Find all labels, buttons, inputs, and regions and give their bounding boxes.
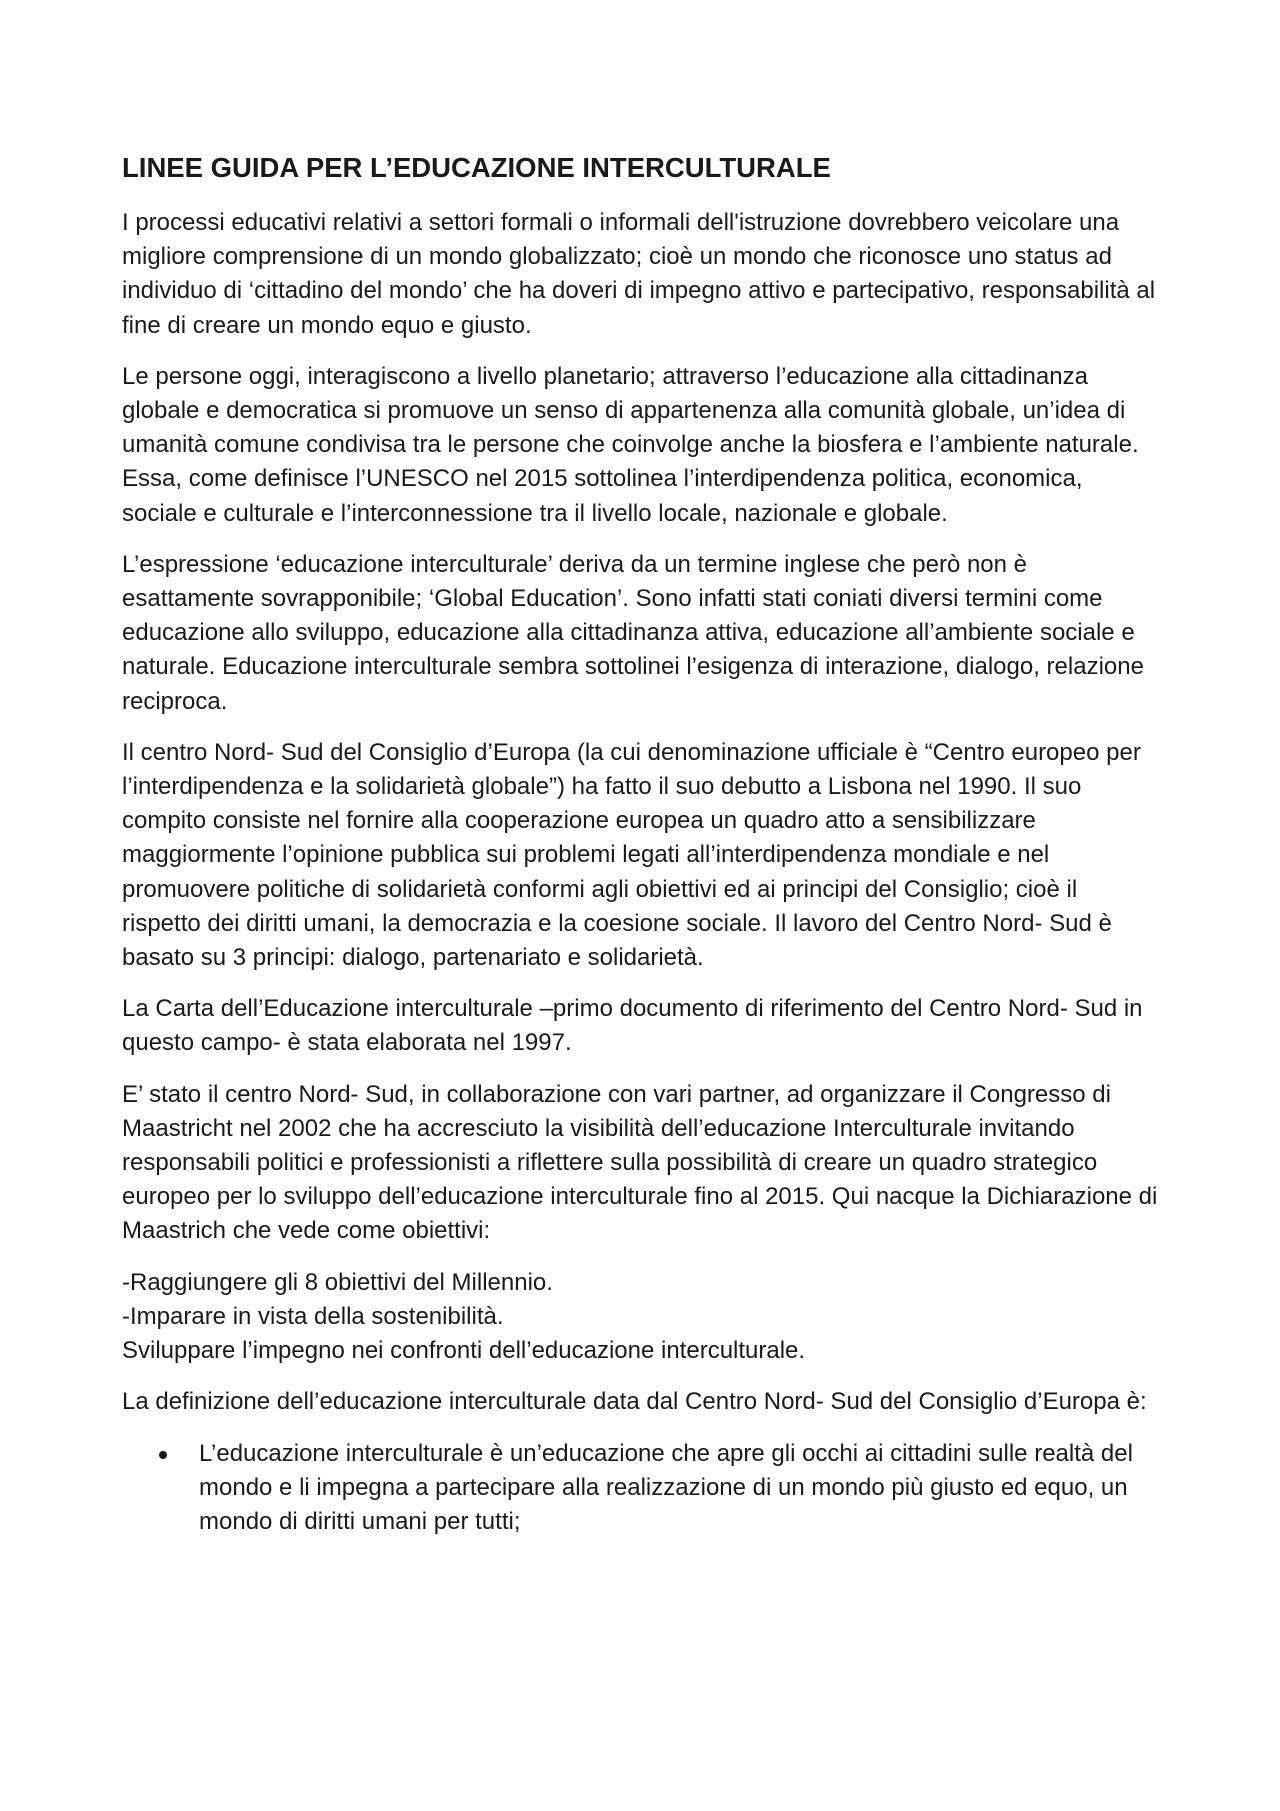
paragraph-global-citizenship: Le persone oggi, interagiscono a livello planetario; attraverso l’educazione alla cittadinanza globale e democratica si promuove un senso di appartenenza alla comunità globale, un’idea di umanità comune condivisa tra le persone che coinvolge anche la biosfera e l’ambiente naturale. Essa, come definisce l’UNESCO nel 2015 sottolinea l’interdipendenza politica, economica, sociale e culturale e l’interconnessione tra il livello locale, nazionale e globale. xyxy=(122,362,1139,527)
paragraph-maastricht-congress: E’ stato il centro Nord- Sud, in collaborazione con vari partner, ad organizzare il Congresso di Maastricht nel 2002 che ha accresciuto la visibilità dell’educazione Interculturale invitando responsabili politici e professionisti a riflettere sulla possibilità di creare un quadro strategico europeo per lo sviluppo dell’educazione interculturale fino al 2015. Qui nacque la Dichiarazione di Maastrich che vede come obiettivi: xyxy=(122,1080,1158,1245)
paragraph-intercultural-expression: L’espressione ‘educazione interculturale’ deriva da un termine inglese che però non è esattamente sovrapponibile; ‘Global Education’. Sono infatti stati coniati diversi termini come educazione allo sviluppo, educazione alla cittadinanza attiva, educazione all’ambiente sociale e naturale. Educazione interculturale sembra sottolinei l’esigenza di interazione, dialogo, relazione reciproca. xyxy=(122,550,1144,715)
paragraph-definition-intro: La definizione dell’educazione interculturale data dal Centro Nord- Sud del Consiglio d’Europa è: xyxy=(122,1388,1147,1416)
paragraph-charter-1997: La Carta dell’Educazione interculturale –primo documento di riferimento del Centro Nord- Sud in questo campo- è stata elaborata nel 1997. xyxy=(122,995,1143,1057)
objective-item: Sviluppare l’impegno nei confronti dell’educazione interculturale. xyxy=(122,1337,806,1365)
list-item xyxy=(199,1437,1162,1540)
objective-item: -Raggiungere gli 8 obiettivi del Millennio. xyxy=(122,1268,553,1296)
objectives-list xyxy=(122,1266,1162,1369)
document-page xyxy=(122,150,1162,1539)
paragraph-north-south-centre: Il centro Nord- Sud del Consiglio d’Europa (la cui denominazione ufficiale è “Centro europeo per l’interdipendenza e la solidarietà globale”) ha fatto il suo debutto a Lisbona nel 1990. Il suo compito consiste nel fornire alla cooperazione europea un quadro atto a sensibilizzare maggiormente l’opinione pubblica sui problemi legati all’interdipendenza mondiale e nel promuovere politiche di solidarietà conformi agli obiettivi ed ai principi del Consiglio; cioè il rispetto dei diritti umani, la democrazia e la coesione sociale. Il lavoro del Centro Nord- Sud è basato su 3 principi: dialogo, partenariato e solidarietà. xyxy=(122,738,1141,972)
definition-bullet-list xyxy=(122,1437,1162,1540)
document-title: LINEE GUIDA PER L’EDUCAZIONE INTERCULTURALE xyxy=(122,152,831,183)
objective-item: -Imparare in vista della sostenibilità. xyxy=(122,1302,504,1330)
paragraph-global-understanding: I processi educativi relativi a settori formali o informali dell'istruzione dovrebbero veicolare una migliore comprensione di un mondo globalizzato; cioè un mondo che riconosce uno status ad individuo di ‘cittadino del mondo’ che ha doveri di impegno attivo e partecipativo, responsabilità al fine di creare un mondo equo e giusto. xyxy=(122,209,1156,339)
bullet-text: L’educazione interculturale è un’educazione che apre gli occhi ai cittadini sulle realtà del mondo e li impegna a partecipare alla realizzazione di un mondo più giusto ed equo, un mondo di diritti umani per tutti; xyxy=(199,1439,1133,1535)
bullet-icon xyxy=(159,1451,167,1459)
